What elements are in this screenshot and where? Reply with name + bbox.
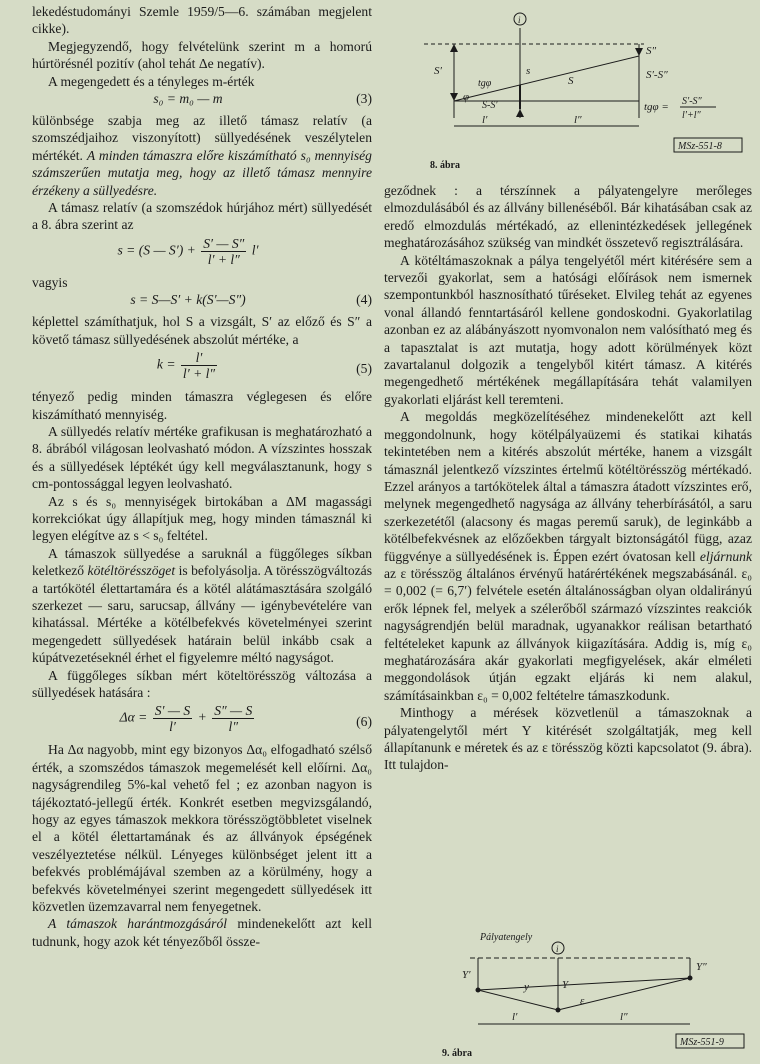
fraction-numerator: l′	[181, 350, 217, 366]
emphasis-text: A támaszok harántmozgásáról	[48, 916, 228, 932]
label-l2: l″	[620, 1011, 628, 1023]
label-epsilon: ε	[580, 995, 585, 1007]
equation-5	[32, 348, 372, 388]
eq-part: Δα =	[119, 710, 148, 726]
paragraph: tényező pedig minden támaszra véglegesen és előre kiszámítható mennyiség.	[32, 389, 372, 422]
equation-body	[32, 703, 344, 734]
eq-part: s = (S — S′) +	[117, 242, 196, 258]
fraction-numerator: S″ — S	[214, 703, 253, 719]
equation-body	[32, 350, 344, 381]
formula-denominator: l′+l″	[682, 110, 701, 121]
eq-part: k =	[156, 356, 176, 372]
arrow-icon	[516, 109, 524, 117]
figure-caption: 8. ábra	[430, 160, 460, 171]
label-s-prime-minus: S′-S″	[646, 69, 668, 81]
equation-body: s₀ = m₀ — m	[153, 91, 223, 107]
equation-3	[32, 90, 372, 112]
stamp-text: MSz-551-8	[678, 141, 722, 152]
label-s-lower: s	[526, 65, 531, 77]
equation-4	[32, 291, 372, 313]
label-tgphi: tgφ	[478, 78, 492, 89]
fraction-denominator: l′ + l″	[207, 251, 240, 267]
formula-left: tgφ =	[644, 101, 669, 113]
paragraph	[32, 545, 372, 667]
cable-line	[478, 990, 558, 1010]
figure-caption: 9. ábra	[442, 1048, 472, 1059]
label-l1: l′	[512, 1011, 518, 1023]
text-run: az ε törésszög általános érvényű határértékének megszabásánál. ε₀ = 0,002 (= 6,7′) felvétele esetén általánosságban olyan oldalirányú erők lépnek fel, melyek a szélerőből származó vízszintes reakciók nagyságrendjén belül maradnak, ugyanakkor reálisan betartható feltételeket kapunk az állványok kiigazítására. Addig is, míg ε₀ meghatározására akár gyakorlati megfigyelések, akár elméleti meggondolások útján egzakt eljárás ki nem alakul, számításainkban ε₀ = 0,002 feltételre támaszkodunk.	[384, 565, 752, 703]
text-run: különbsége szabja meg az illető támasz relatív (a szomszédjaihoz viszonyított) süllyedésének veszélytelen mértékét.	[32, 113, 372, 163]
label-s-minus: S-S′	[482, 100, 498, 111]
label-l1: l′	[482, 114, 488, 126]
fraction-numerator: S′ — S″	[203, 235, 245, 251]
equation-body	[32, 236, 344, 267]
stamp-text: MSz-551-9	[680, 1037, 724, 1048]
axis-label: Pályatengely	[480, 932, 533, 943]
label-s-prime: S′	[434, 65, 442, 77]
figure-label: i	[518, 15, 521, 25]
emphasis-text: A minden támaszra előre kiszámítható s₀ mennyiség számszerűen mutatja meg, hogy az illető támasz mennyire érzékeny a süllyedésre.	[32, 147, 372, 198]
equation-number: (5)	[356, 361, 372, 377]
eq-part: l′	[251, 242, 259, 258]
paragraph: Az s és s₀ mennyiségek birtokában a ΔM magassági korrekciókat úgy állapítjuk meg, hogy minden támasznál ki legyen elégítve az s < s₀ feltétel.	[32, 493, 372, 544]
left-column	[32, 3, 372, 950]
paragraph: A kötéltámaszoknak a pálya tengelyétől mért kitérésére sem a tervezői gyakorlat, sem a hatósági előírások nem ismernek szempontunkból hasznosítható tűréseket. Elvileg tehát az egyenes vonal állandó fenntartásáról kellene gondoskodni. Gyakorlatilag azonban ez az alábányászott nyomvonalon nem valósítható meg és a tapasztalat is azt mutatja, hogy adott körülmények közt zavartalanul dolgozik a tengelyből kitért támasz. A kitérés megengedhető mértékének megállapítására tehát valamilyen gyakorlati eljárást kell teremteni.	[384, 252, 752, 407]
chord-line	[478, 978, 690, 990]
fraction-numerator: S′ — S	[154, 703, 191, 719]
formula-numerator: S′-S″	[682, 96, 702, 107]
fraction	[153, 703, 192, 734]
text-run: is befolyásolja. A törésszögváltozás a tartókötél élettartamára és a kötél alátámasztására szolgáló szerkezet — saru, sarucsap, állvány — igénybevételére van kihatással. Mértéke a kötélbefekvés követelményei szerint megengedett süllyedések határain belül inkább csak a kúpátvezetéseknél érhet el figyelemre méltó nagyságot.	[32, 563, 372, 666]
right-column	[384, 182, 752, 774]
paragraph: lekedéstudományi Szemle 1959/5—6. számában megjelent cikke).	[32, 4, 372, 37]
label-y-small: y	[524, 981, 529, 993]
paragraph: Ha Δα nagyobb, mint egy bizonyos Δα₀ elfogadható szélső érték, a szomszédos támaszok megemelését kell előírni. Δα₀ nagyságrendileg 5%-kal vehető fel ; ez azonban nagyon is tájékoztató-jellegű érték. Konkrét esetben megvizsgálandó, hogy az egyes támaszok mekkora törésszögtöbbletet viselnek el a kötél élettartamának és az állványok épségének veszélyeztetése nélkül. Lényeges különbséget jelent itt a befekvés problémájával szemben az a körülmény, hogy a befekvés követelményei szerint megengedett süllyedések itt közvetlen üzemzavarral nem fenyegetnek.	[32, 742, 372, 915]
emphasis-text: kötéltörésszöget	[87, 563, 176, 579]
text-run: A megoldás megközelítéséhez mindenekelőtt azt kell meggondolnunk, hogy kötélpályaüzemi és statikai kihatás tekintetében nem a kitérés abszolút mértéke, hanem a vizsgált támasznál jelentkező vízszintes értelmű kötéltörésszög mértékadó. Ezzel arányos a tartókötelek által a támaszra átadott vízszintes erő, melynek megengedhető nagysága az állvány teherbírásától, a saru szerkezetétől (alacsony és magas peremű saruk), de leginkább a kötélbefekvésnek az előzőekben tárgyalt biztonságától függ, azaz függvénye a süllyedésének is. Éppen ezért óvatosan kell	[384, 409, 752, 564]
equation-number: (4)	[356, 292, 372, 308]
paragraph: geződnek : a térszínnek a pályatengelyre merőleges elmozdulásából és az állvány billenéséből. Bár kihatásában csak az eredő elmozdulás mértékadó, az ellenintézkedések jellegének meghatározásához szükség van mindkét összetevő regisztrálására.	[384, 183, 752, 251]
arrow-icon	[450, 44, 458, 52]
label-s-upper: S	[568, 75, 574, 87]
label-s-double-prime: S″	[646, 45, 657, 57]
text-run: A támaszok süllyedése a saruknál a függőleges síkban keletkező	[32, 545, 372, 579]
paragraph: Minthogy a mérések közvetlenül a támaszoknak a pályatengelytől mért Y kitérését szolgáltatják, meg kell állapítanunk e méretek és az ε törésszög közti kapcsolatot (9. ábra). Itt tulajdon-	[384, 705, 752, 773]
fraction	[181, 350, 217, 381]
paragraph	[384, 408, 752, 704]
equation-number: (3)	[356, 91, 372, 107]
figure-9	[440, 930, 756, 1060]
paragraph	[32, 112, 372, 199]
figure-label: i	[556, 944, 559, 954]
equation-body: s = S—S′ + k(S′—S″)	[130, 292, 246, 308]
fraction-denominator: l″	[228, 719, 238, 735]
support-point	[556, 1008, 561, 1013]
paragraph: képlettel számíthatjuk, hol S a vizsgált, S′ az előző és S″ a követő támasz süllyedésének abszolút mértéke, a	[32, 314, 372, 347]
label-y-big: Y	[562, 979, 569, 991]
paragraph: Megjegyzendő, hogy felvételünk szerint m a homorú húrtörésnél pozitív (ahol tehát Δe negatív).	[32, 38, 372, 72]
equation-s	[32, 234, 372, 274]
paragraph: vagyis	[32, 274, 68, 290]
label-phi: φ	[463, 91, 470, 103]
paragraph: A támasz relatív (a szomszédok húrjához mért) süllyedését a 8. ábra szerint az	[32, 200, 372, 233]
fraction-denominator: l′ + l″	[182, 366, 216, 382]
label-l2: l″	[574, 114, 582, 126]
paragraph: A függőleges síkban mért köteltörésszög változása a süllyedések hatására :	[32, 667, 372, 700]
emphasis-text: eljárnunk	[699, 548, 752, 564]
equation-6	[32, 701, 372, 741]
paragraph: A süllyedés relatív mértéke grafikusan is meghatározható a 8. ábrából világosan leolvasható módon. A vízszintes hosszak és a süllyedések léptékét úgy kell megválasztanunk, hogy s cm-pontossággal legyen leolvasható.	[32, 423, 372, 492]
equation-number: (6)	[356, 714, 372, 730]
paragraph: A megengedett és a tényleges m-érték	[48, 73, 255, 89]
eq-part: +	[197, 710, 207, 726]
support-point	[476, 988, 481, 993]
label-y2: Y″	[696, 961, 707, 973]
fraction	[212, 703, 254, 734]
arrow-icon	[450, 93, 458, 101]
fraction-denominator: l′	[169, 719, 176, 735]
paragraph	[32, 915, 372, 950]
support-point	[688, 976, 693, 981]
figure-8	[384, 6, 756, 176]
text-run: mindenekelőtt azt kell tudnunk, hogy azok két tényezőből össze-	[32, 916, 372, 949]
label-y1: Y′	[462, 969, 471, 981]
arrow-icon	[635, 48, 643, 56]
cable-line	[558, 978, 690, 1010]
fraction	[201, 236, 246, 267]
